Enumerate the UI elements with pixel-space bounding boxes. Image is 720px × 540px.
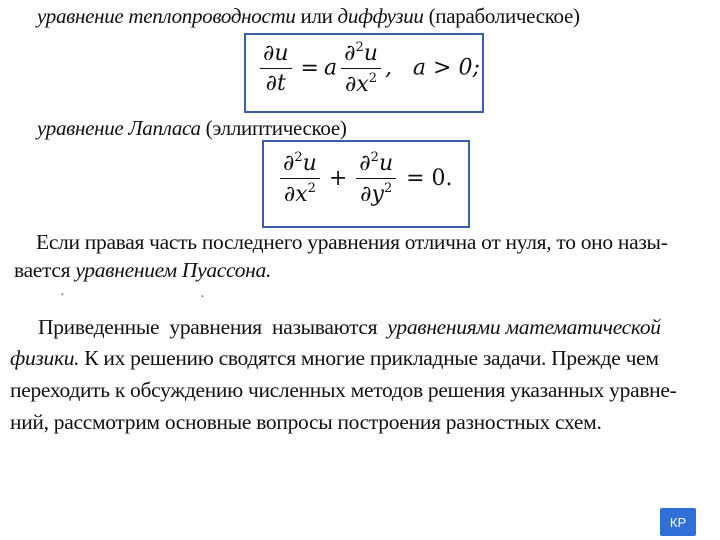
heading-laplace-equation <box>37 116 347 141</box>
heading-heat-mid: или <box>295 4 338 28</box>
fraction-du-dt <box>260 41 292 96</box>
heading-heat-rest: (параболическое) <box>423 4 580 28</box>
paragraph-equations-line-2: физики. К их решению сводятся многие прикладные задачи. Прежде чем <box>10 346 659 370</box>
heading-heat-italic2: диффузии <box>337 4 424 28</box>
scan-artifact: · <box>200 290 205 305</box>
heading-heat-italic: уравнение теплопроводности <box>37 4 296 28</box>
fraction-numerator: ∂$^2$u <box>280 150 320 179</box>
fraction-denominator: $\partial x^2$ <box>283 181 316 207</box>
condition-a-positive: , a > 0; <box>384 55 480 81</box>
scan-artifact: · <box>60 288 65 303</box>
heading-laplace-italic: уравнение Лапласа <box>37 116 201 140</box>
paragraph-poisson-line-2: вается уравнением Пуассона. <box>14 258 272 282</box>
equals-zero: = 0. <box>406 165 453 191</box>
fraction-d2u-dx2 <box>341 40 381 97</box>
kr-badge[interactable]: КР <box>660 508 696 536</box>
equation-laplace <box>276 150 453 207</box>
paragraph-equations-line-1: Приведенные уравнения называются уравнениями математической <box>38 315 661 339</box>
fraction-numerator: ∂$^2$u <box>356 150 396 179</box>
fraction-numerator: ∂$^2$u <box>341 40 381 69</box>
equals-sign: = <box>300 55 319 81</box>
fraction-denominator: $\partial y^2$ <box>360 181 393 207</box>
fraction-d2u-dy2 <box>356 150 396 207</box>
fraction-denominator: $\partial x^2$ <box>344 71 378 97</box>
coefficient-a: a <box>323 55 338 81</box>
heading-laplace-rest: (эллиптическое) <box>200 116 347 140</box>
fraction-d2u-dx2 <box>280 150 320 207</box>
heading-heat-equation <box>37 4 580 29</box>
fraction-numerator: ∂u <box>260 41 292 69</box>
paragraph-equations-line-3: переходить к обсуждению численных методов решения указанных уравне- <box>10 378 677 402</box>
paragraph-equations-line-4: ний, рассмотрим основные вопросы построения разностных схем. <box>10 410 602 434</box>
plus-sign: + <box>328 165 348 191</box>
equation-heat <box>256 40 480 97</box>
fraction-denominator: ∂t <box>265 71 286 96</box>
paragraph-poisson-line-1: Если правая часть последнего уравнения отлична от нуля, то оно назы- <box>36 230 668 254</box>
